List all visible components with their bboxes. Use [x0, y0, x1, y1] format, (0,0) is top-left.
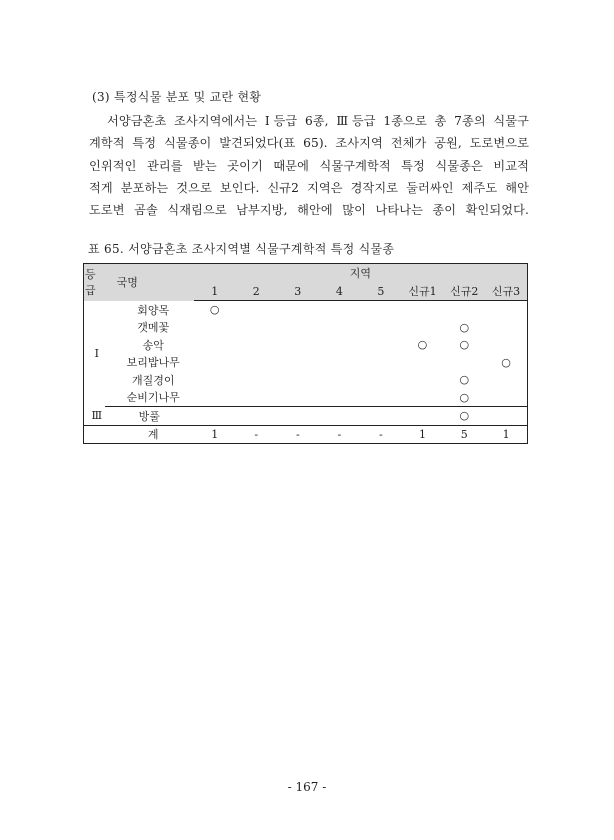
presence-cell: ○ [443, 389, 485, 407]
presence-cell [485, 389, 527, 407]
presence-cell [277, 336, 319, 354]
presence-cell [402, 319, 444, 337]
presence-cell: ○ [417, 338, 428, 352]
presence-cell [236, 407, 278, 426]
presence-cell [443, 354, 485, 372]
paragraph-line: 계학적 특정 식물종이 발견되었다(표 65). 조사지역 전체가 공원, 도로변으로 [89, 136, 529, 151]
presence-cell [360, 407, 402, 426]
presence-cell [277, 389, 319, 407]
presence-cell [319, 319, 361, 337]
header-col-new2: 신규2 [443, 282, 485, 301]
header-col-4: 4 [319, 282, 361, 301]
presence-cell [402, 301, 444, 319]
plant-species-table [83, 263, 528, 444]
section-heading: (3) 특정식물 분포 및 교란 현황 [92, 90, 262, 104]
presence-cell [443, 301, 485, 319]
species-name: 개질경이 [131, 373, 175, 387]
presence-cell [360, 354, 402, 372]
table-row [84, 301, 528, 319]
presence-cell [319, 371, 361, 389]
presence-cell [319, 354, 361, 372]
presence-cell [236, 301, 278, 319]
total-cell: - [277, 425, 319, 444]
table-row [84, 407, 528, 426]
presence-cell [194, 371, 236, 389]
total-cell: - [319, 425, 361, 444]
presence-cell: ○ [459, 320, 470, 334]
presence-cell [277, 301, 319, 319]
total-label: 계 [105, 425, 194, 444]
header-col-5: 5 [360, 282, 402, 301]
paragraph-line: 서양금혼초 조사지역에서는 Ⅰ등급 6종, Ⅲ등급 1종으로 총 7종의 식물구 [107, 114, 529, 128]
presence-cell [319, 389, 361, 407]
species-name: 갯메꽃 [137, 321, 170, 335]
total-cell: - [360, 425, 402, 444]
total-row [84, 425, 528, 444]
table-row [84, 371, 528, 389]
header-col-new3: 신규3 [485, 282, 527, 301]
paragraph-line: 도로변 곰솔 식재림으로 남부지방, 해안에 많이 나타나는 종이 확인되었다. [89, 203, 529, 218]
grade-cell: Ⅲ [91, 409, 103, 422]
presence-cell [485, 371, 527, 389]
presence-cell [277, 319, 319, 337]
header-col-2: 2 [236, 282, 278, 301]
presence-cell [485, 301, 527, 319]
species-name: 송악 [142, 338, 164, 352]
species-name: 보리밥나무 [126, 356, 180, 370]
header-region: 지역 [194, 264, 528, 283]
table-row [84, 336, 528, 354]
presence-cell [319, 407, 361, 426]
presence-cell [319, 336, 361, 354]
table-row [84, 354, 528, 372]
presence-cell [194, 354, 236, 372]
header-col-1: 1 [194, 282, 236, 301]
total-cell: 1 [485, 425, 527, 444]
presence-cell: ○ [459, 373, 470, 387]
presence-cell [194, 389, 236, 407]
presence-cell [194, 319, 236, 337]
total-cell: 1 [402, 425, 444, 444]
presence-cell: ○ [209, 303, 220, 317]
grade-cell: Ⅰ [94, 347, 99, 360]
presence-cell [360, 389, 402, 407]
presence-cell [360, 371, 402, 389]
presence-cell [194, 336, 236, 354]
presence-cell: ○ [459, 338, 470, 352]
table-row [84, 319, 528, 337]
presence-cell [485, 319, 527, 337]
presence-cell [236, 389, 278, 407]
species-name: 순비기나무 [105, 389, 194, 407]
body-paragraph [89, 110, 529, 221]
presence-cell [485, 336, 527, 354]
species-name: 회양목 [137, 303, 170, 317]
total-cell: 5 [443, 425, 485, 444]
presence-cell [319, 301, 361, 319]
table-row [84, 389, 528, 407]
presence-cell [236, 336, 278, 354]
presence-cell [360, 301, 402, 319]
presence-cell [402, 354, 444, 372]
presence-cell [485, 407, 527, 426]
presence-cell [402, 371, 444, 389]
header-col-new1: 신규1 [402, 282, 444, 301]
species-name: 방풀 [138, 409, 160, 423]
page-number: - 167 - [287, 780, 327, 794]
total-cell: - [236, 425, 278, 444]
presence-cell [277, 371, 319, 389]
presence-cell [236, 354, 278, 372]
paragraph-line: 인위적인 관리를 받는 곳이기 때문에 식물구계학적 특정 식물종은 비교적 [89, 158, 529, 173]
presence-cell [360, 319, 402, 337]
presence-cell [194, 407, 236, 426]
total-grade-empty [84, 425, 105, 444]
presence-cell: ○ [459, 409, 470, 423]
presence-cell [402, 407, 444, 426]
header-name: 국명 [105, 264, 194, 301]
presence-cell [360, 336, 402, 354]
presence-cell [402, 389, 444, 407]
header-col-3: 3 [277, 282, 319, 301]
table-caption: 표 65. 서양금혼초 조사지역별 식물구계학적 특정 식물종 [88, 242, 395, 256]
presence-cell [236, 319, 278, 337]
header-grade: 등급 [84, 264, 105, 301]
paragraph-line: 적게 분포하는 것으로 보인다. 신규2 지역은 경작지로 둘러싸인 제주도 해안 [89, 180, 529, 195]
presence-cell: ○ [501, 355, 511, 369]
presence-cell [277, 354, 319, 372]
total-cell: 1 [194, 425, 236, 444]
presence-cell [236, 371, 278, 389]
presence-cell [277, 407, 319, 426]
